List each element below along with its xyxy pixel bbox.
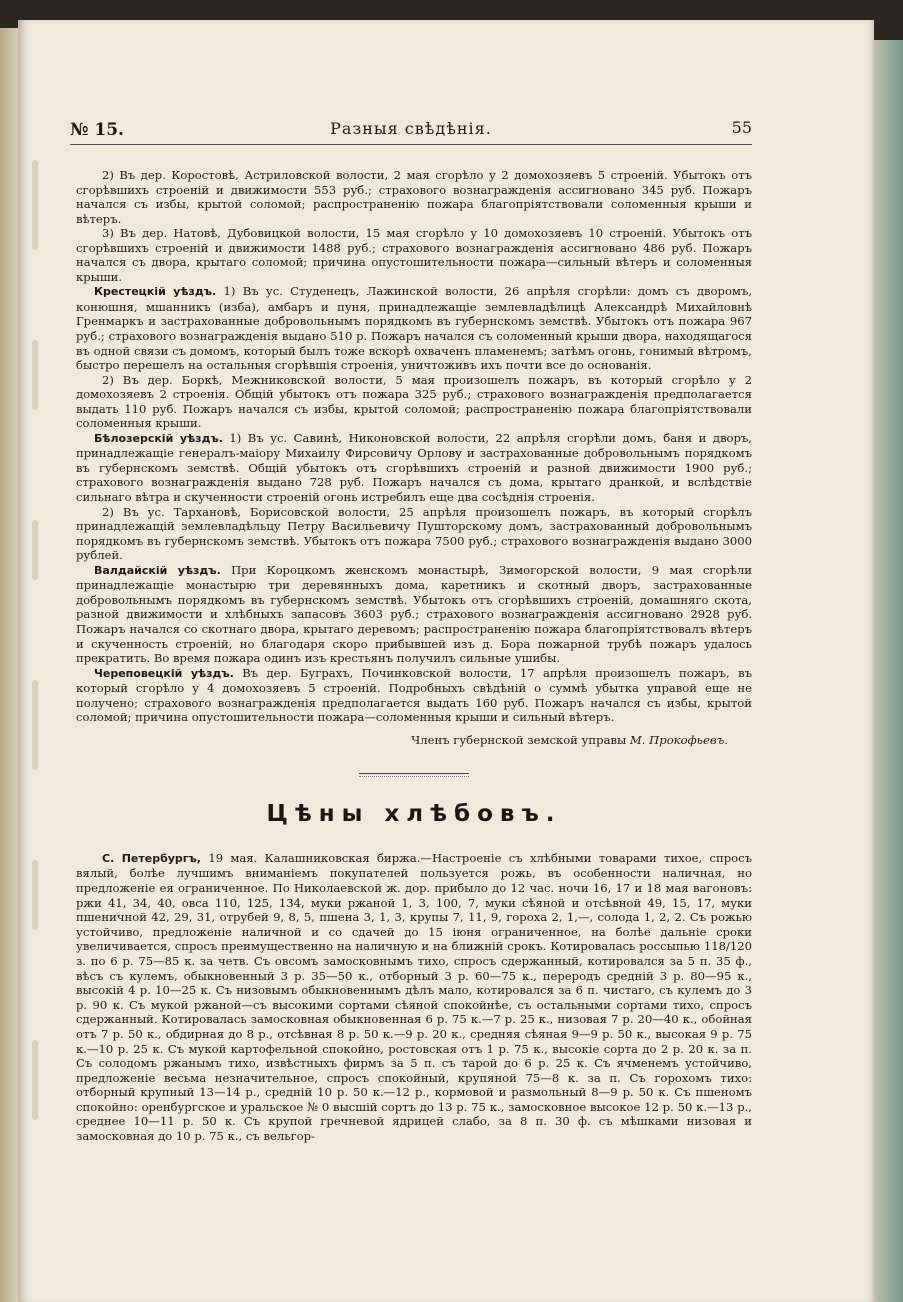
- district-paragraph: [76, 563, 752, 666]
- paragraph: 2) Въ ус. Тархановѣ, Борисовской волости, 25 апрѣля произошелъ пожаръ, въ который сгорѣлъ принадлежащій землевладѣльцу Петру Васильевичу Пушторскому домъ, застрахованный добровольнымъ порядкомъ въ губернскомъ земствѣ. Убытокъ отъ пожара 7500 руб.; страхового вознагражденія выдано 3000 рублей.: [76, 504, 752, 563]
- district-name: Валдайскій уѣздъ.: [94, 563, 221, 577]
- signature-name: М. Прокофьевъ.: [629, 732, 728, 747]
- district-text: При Короцкомъ женскомъ монастырѣ, Зимогорской волости, 9 мая сгорѣли принадлежащіе монастырю три деревянныхъ дома, каретникъ и скотный дворъ, застрахованные добровольнымъ порядкомъ въ губернскомъ земствѣ. Убытокъ отъ сгорѣвшихъ строеній, домашняго скота, разной движимости и хлѣбныхъ запасовъ 3603 руб.; страхового вознагражденія ассигновано 2928 руб. Пожаръ начался со скотнаго двора, крытаго деревомъ; распространенію пожара благопріятствовалъ вѣтеръ и скученность строеній, но благодаря скоро прибывшей изъ д. Бора пожарной трубѣ пожаръ удалось прекратить. Во время пожара одинъ изъ крестьянъ получилъ сильные ушибы.: [76, 562, 752, 666]
- running-header: [70, 118, 752, 145]
- stitch: [32, 160, 38, 250]
- stitch: [32, 520, 38, 580]
- stitch: [32, 680, 38, 770]
- article-body: [76, 168, 752, 1144]
- district-text: Въ дер. Буграхъ, Починковской волости, 17 апрѣля произошелъ пожаръ, въ который сгорѣло у 4 домохозяевъ 5 строеній. Подробныхъ свѣдѣній о суммѣ убытка управой еще не получено; страхового вознагражденія предполагается выдать 160 руб. Пожаръ начался съ избы, крытой соломой; причина опустошительности пожара—соломенныя крыши и сильный вѣтеръ.: [76, 665, 752, 725]
- signature: [76, 733, 752, 747]
- paragraph: 2) Въ дер. Боркѣ, Межниковской волости, 5 мая произошелъ пожаръ, въ который сгорѣло у 2 домохозяевъ 2 строенія. Общій убытокъ отъ пожара 325 руб.; страхового вознагражденія предполагается выдать 110 руб. Пожаръ начался съ избы, крытой соломой; распространенію пожара благопріятствовали соломенныя крыши.: [76, 372, 752, 431]
- section-title: Цѣны хлѣбовъ.: [266, 800, 562, 827]
- stitch: [32, 340, 38, 410]
- district-paragraph: [76, 284, 752, 372]
- page-number: 55: [731, 118, 752, 137]
- paragraph: 2) Въ дер. Коростовѣ, Астриловской волости, 2 мая сгорѣло у 2 домохозяевъ 5 строеній. Убытокъ отъ сгорѣвшихъ строеній и движимости 553 руб.; страхового вознагражденія ассигновано 345 руб. Пожаръ начался съ избы, крытой соломой; распространенію пожара благопріятствовали соломенныя крыши и вѣтеръ.: [76, 168, 752, 226]
- district-text: 1) Въ ус. Савинѣ, Никоновской волости, 22 апрѣля сгорѣли домъ, баня и дворъ, принадлежащіе генералъ-маіору Михаилу Фирсовичу Орлову и застрахованные добровольнымъ порядкомъ въ губернскомъ земствѣ. Общій убытокъ отъ сгорѣвшихъ строеній и разной движимости 1900 руб.; страхового вознагражденія выдано 728 руб. Пожаръ начался съ дома, крытаго дранкой, и вслѣдствіе сильнаго вѣтра и скученности строеній огонь истребилъ еще два сосѣднія строенія.: [76, 430, 752, 505]
- district-name: Череповецкій уѣздъ.: [94, 666, 234, 680]
- paragraph: 3) Въ дер. Натовѣ, Дубовицкой волости, 15 мая сгорѣло у 10 домохозяевъ 10 строеній. Убытокъ отъ сгорѣвшихъ строеній и движимости 1488 руб.; страхового вознагражденія ассигновано 486 руб. Пожаръ начался съ двора, крытаго соломой; причина опустошительности пожара—сильный вѣтеръ и соломенныя крыши.: [76, 226, 752, 284]
- district-paragraph: [76, 666, 752, 725]
- stitch: [32, 1040, 38, 1120]
- section-divider: [359, 773, 469, 777]
- district-name: Крестецкій уѣздъ.: [94, 285, 217, 299]
- binding-stitches: [32, 160, 40, 1260]
- grain-prices-section: [76, 851, 752, 1144]
- book-edge: [871, 40, 903, 1302]
- section-header-title: Разныя свѣдѣнія.: [330, 119, 492, 138]
- district-text: 1) Въ ус. Студенецъ, Лажинской волости, 26 апрѣля сгорѣли: домъ съ дворомъ, конюшня, мшанникъ (изба), амбаръ и пуня, принадлежащіе землевладѣлицѣ Александрѣ Михайловнѣ Гренмаркъ и застрахованные добровольнымъ порядкомъ въ губернскомъ земствѣ. Убытокъ отъ пожара 967 руб.; страхового вознагражденія выдано 510 р. Пожаръ начался съ соломенный крыши двора, находящагося въ одной связи съ домомъ, который былъ тоже вскорѣ охваченъ пламенемъ; затѣмъ огонь, гонимый вѣтромъ, быстро перешелъ на остальныя сгорѣвшія строенія, уничтоживъ ихъ почти все до основанія.: [76, 284, 752, 373]
- stitch: [32, 860, 38, 930]
- signature-prefix: Членъ губернской земской управы: [411, 732, 627, 747]
- district-paragraph: [76, 431, 752, 505]
- district-name: Бѣлозерскій уѣздъ.: [94, 431, 223, 445]
- city-name: С. Петербургъ,: [102, 851, 201, 865]
- prices-text: 19 мая. Калашниковская биржа.—Настроеніе съ хлѣбными товарами тихое, спросъ вялый, болѣе лучшимъ вниманіемъ покупателей пользуется рожь, въ особенности наличная, но предложеніе ея ограниченное. По Николаевской ж. дор. прибыло до 12 час. ночи 16, 17 и 18 мая вагоновъ: ржи 41, 34, 40, овса 110, 125, 134, муки ржаной 1, 3, 100, 7, муки сѣяной и отсѣвной 49, 15, 17, муки пшеничной 42, 29, 31, отрубей 9, 8, 5, пшена 3, 1, 3, крупы 7, 11, 9, гороха 2, 1,—, солода 1, 2, 2. Съ рожью устойчиво, предложеніе наличной и со сдачей до 15 іюня ограниченное, на болѣе дальніе сроки увеличивается, спросъ преимущественно на наличную и на ближній срокъ. Котировалась россыпью 118/120 з. по 6 р. 75—85 к. за четв. Съ овсомъ замосковнымъ тихо, спросъ сдержанный, котировался за 5 п. 35 ф., вѣсъ съ кулемъ, обыкновенный 3 р. 35—50 к., отборный 3 р. 60—75 к., переродъ средній 3 р. 80—95 к., высокій 4 р. 10—25 к. Съ низовымъ обыкновеннымъ дѣлъ мало, котировался за 6 п. чистаго, съ кулемъ до 3 р. 90 к. Съ мукой ржаной—съ высокими сортами сѣяной спокойнѣе, съ остальными сортами тихо, спросъ сдержанный. Котировалась замосковная обыкновенная 6 р. 75 к.—7 р. 25 к., низовая 7 р. 20—40 к., обойная отъ 7 р. 50 к., обдирная до 8 р., отсѣвная 8 р. 50 к.—9 р. 20 к., средняя сѣяная 9—9 р. 50 к., высокая 9 р. 75 к.—10 р. 25 к. Съ мукой картофельной спокойно, ростовская отъ 1 р. 75 к., высокіе сорта до 2 р. 20 к. за п. Съ солодомъ ржанымъ тихо, извѣстныхъ фирмъ за 5 п. съ тарой до 6 р. 25 к. Съ ячменемъ устойчиво, предложеніе весьма незначительное, спросъ спокойный, крупяной 75—8 к. за п. Съ горохомъ тихо: отборный крупный 13—14 р., средній 10 р. 50 к.—12 р., кормовой и размольный 8—9 р. 50 к. Съ пшеномъ спокойно: оренбургское и уральское № 0 высшій сортъ до 13 р. 75 к., замосковное высокое 12 р. 50 к.—13 р., среднее 10—11 р. 50 к. Съ крупой гречневой ядрицей слабо, за 8 п. 30 ф. съ мѣшками низовая и замосковная до 10 р. 75 к., съ вельгор-: [76, 850, 753, 1144]
- issue-number: № 15.: [70, 120, 124, 140]
- prices-paragraph: [76, 851, 752, 1144]
